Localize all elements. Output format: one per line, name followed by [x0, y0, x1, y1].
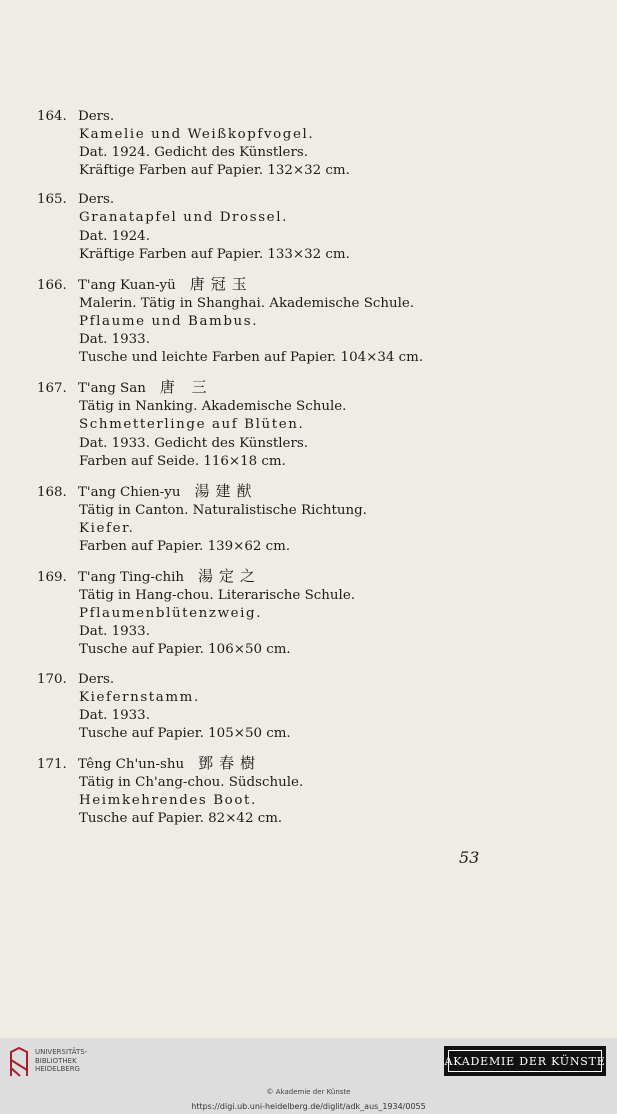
- entry-number: 164.: [37, 109, 67, 124]
- entry-detail-line: Tätig in Canton. Naturalistische Richtung.: [79, 502, 367, 518]
- entry-number: 167.: [37, 381, 67, 397]
- library-name-line: UNIVERSITÄTS-: [35, 1048, 88, 1056]
- entry-heading: [37, 378, 597, 398]
- entry-detail-line: Dat. 1933.: [79, 624, 150, 640]
- catalog-entry: [37, 191, 597, 263]
- artist-name: T'ang Chien-yu: [78, 484, 181, 500]
- artist-chinese-name: 唐 三: [159, 378, 213, 397]
- catalog-entry: [37, 567, 597, 659]
- artist-name: Ders.: [78, 192, 115, 208]
- catalog-entry: [37, 378, 597, 470]
- permalink-url[interactable]: https://digi.ub.uni-heidelberg.de/diglit/adk_aus_1934/0055: [191, 1102, 426, 1111]
- artist-name: T'ang Ting-chih: [78, 570, 185, 586]
- artwork-title: Heimkehrendes Boot.: [79, 793, 257, 809]
- entry-number: 168.: [37, 484, 67, 500]
- entry-detail-line: Tusche auf Papier. 105×50 cm.: [79, 725, 291, 741]
- artwork-title: Kamelie und Weißkopfvogel.: [79, 127, 315, 143]
- artist-name: Ders.: [78, 109, 115, 124]
- catalog-entry: [37, 108, 597, 180]
- page-number: 53: [459, 848, 480, 867]
- entry-detail-line: Tätig in Hang-chou. Literarische Schule.: [79, 588, 355, 604]
- akademie-logo-text: AKADEMIE DER KÜNSTE: [448, 1050, 602, 1072]
- artist-name: Têng Ch'un-shu: [78, 756, 185, 772]
- entry-detail-line: Malerin. Tätig in Shanghai. Akademische Schule.: [79, 295, 415, 311]
- entry-detail-line: Dat. 1924.: [79, 228, 150, 244]
- artwork-title: Pflaumenblütenzweig.: [79, 606, 263, 622]
- artist-chinese-name: 唐冠玉: [189, 274, 253, 293]
- viewer-footer: [0, 1038, 617, 1114]
- artist-chinese-name: 鄧春樹: [198, 753, 262, 772]
- copyright-notice: © Akademie der Künste: [266, 1088, 351, 1096]
- library-name-line: HEIDELBERG: [35, 1065, 80, 1073]
- entry-detail-line: Dat. 1924. Gedicht des Künstlers.: [79, 145, 309, 161]
- artist-chinese-name: 湯定之: [198, 567, 262, 586]
- entry-detail-line: Dat. 1933. Gedicht des Künstlers.: [79, 435, 309, 451]
- entry-detail-line: Tusche auf Papier. 82×42 cm.: [79, 811, 283, 827]
- entry-number: 171.: [37, 756, 67, 772]
- entry-heading: [37, 482, 597, 502]
- artist-name: T'ang San: [78, 381, 146, 397]
- entry-detail-line: Dat. 1933.: [79, 707, 150, 723]
- catalog-entries: [37, 108, 597, 839]
- artwork-title: Kiefer.: [79, 520, 135, 536]
- entry-detail-line: Kräftige Farben auf Papier. 132×32 cm.: [79, 163, 350, 179]
- catalog-entry: [37, 671, 597, 743]
- entry-detail-line: Dat. 1933.: [79, 332, 150, 348]
- entry-detail-line: Kräftige Farben auf Papier. 133×32 cm.: [79, 246, 350, 262]
- catalog-entry: [37, 482, 597, 556]
- university-library-logo-icon[interactable]: [8, 1046, 30, 1078]
- artist-chinese-name: 湯建猷: [194, 481, 258, 500]
- entry-detail-line: Tusche und leichte Farben auf Papier. 104×34 cm.: [79, 350, 424, 366]
- entry-number: 165.: [37, 192, 67, 208]
- catalog-entry: [37, 275, 597, 367]
- artist-name: T'ang Kuan-yü: [78, 277, 176, 293]
- entry-number: 170.: [37, 671, 67, 687]
- library-name[interactable]: [35, 1048, 87, 1074]
- entry-number: 169.: [37, 570, 67, 586]
- artist-name: Ders.: [78, 671, 115, 687]
- entry-detail-line: Farben auf Papier. 139×62 cm.: [79, 538, 291, 554]
- artwork-title: Schmetterlinge auf Blüten.: [79, 417, 305, 433]
- artwork-title: Granatapfel und Drossel.: [79, 210, 288, 226]
- entry-detail-line: Tusche auf Papier. 106×50 cm.: [79, 642, 291, 658]
- entry-heading: [37, 191, 597, 209]
- entry-heading: [37, 671, 597, 689]
- library-name-line: BIBLIOTHEK: [35, 1056, 77, 1065]
- catalog-entry: [37, 754, 597, 828]
- entry-detail-line: Tätig in Nanking. Akademische Schule.: [79, 399, 347, 415]
- entry-heading: [37, 108, 597, 126]
- entry-heading: [37, 754, 597, 774]
- artwork-title: Kiefernstamm.: [79, 689, 200, 705]
- entry-detail-line: Tätig in Ch'ang-chou. Südschule.: [79, 775, 304, 790]
- entry-detail-line: Farben auf Seide. 116×18 cm.: [79, 453, 286, 469]
- artwork-title: Pflaume und Bambus.: [79, 313, 259, 329]
- entry-heading: [37, 275, 597, 295]
- akademie-logo[interactable]: [444, 1046, 606, 1076]
- entry-heading: [37, 567, 597, 587]
- entry-number: 166.: [37, 277, 67, 293]
